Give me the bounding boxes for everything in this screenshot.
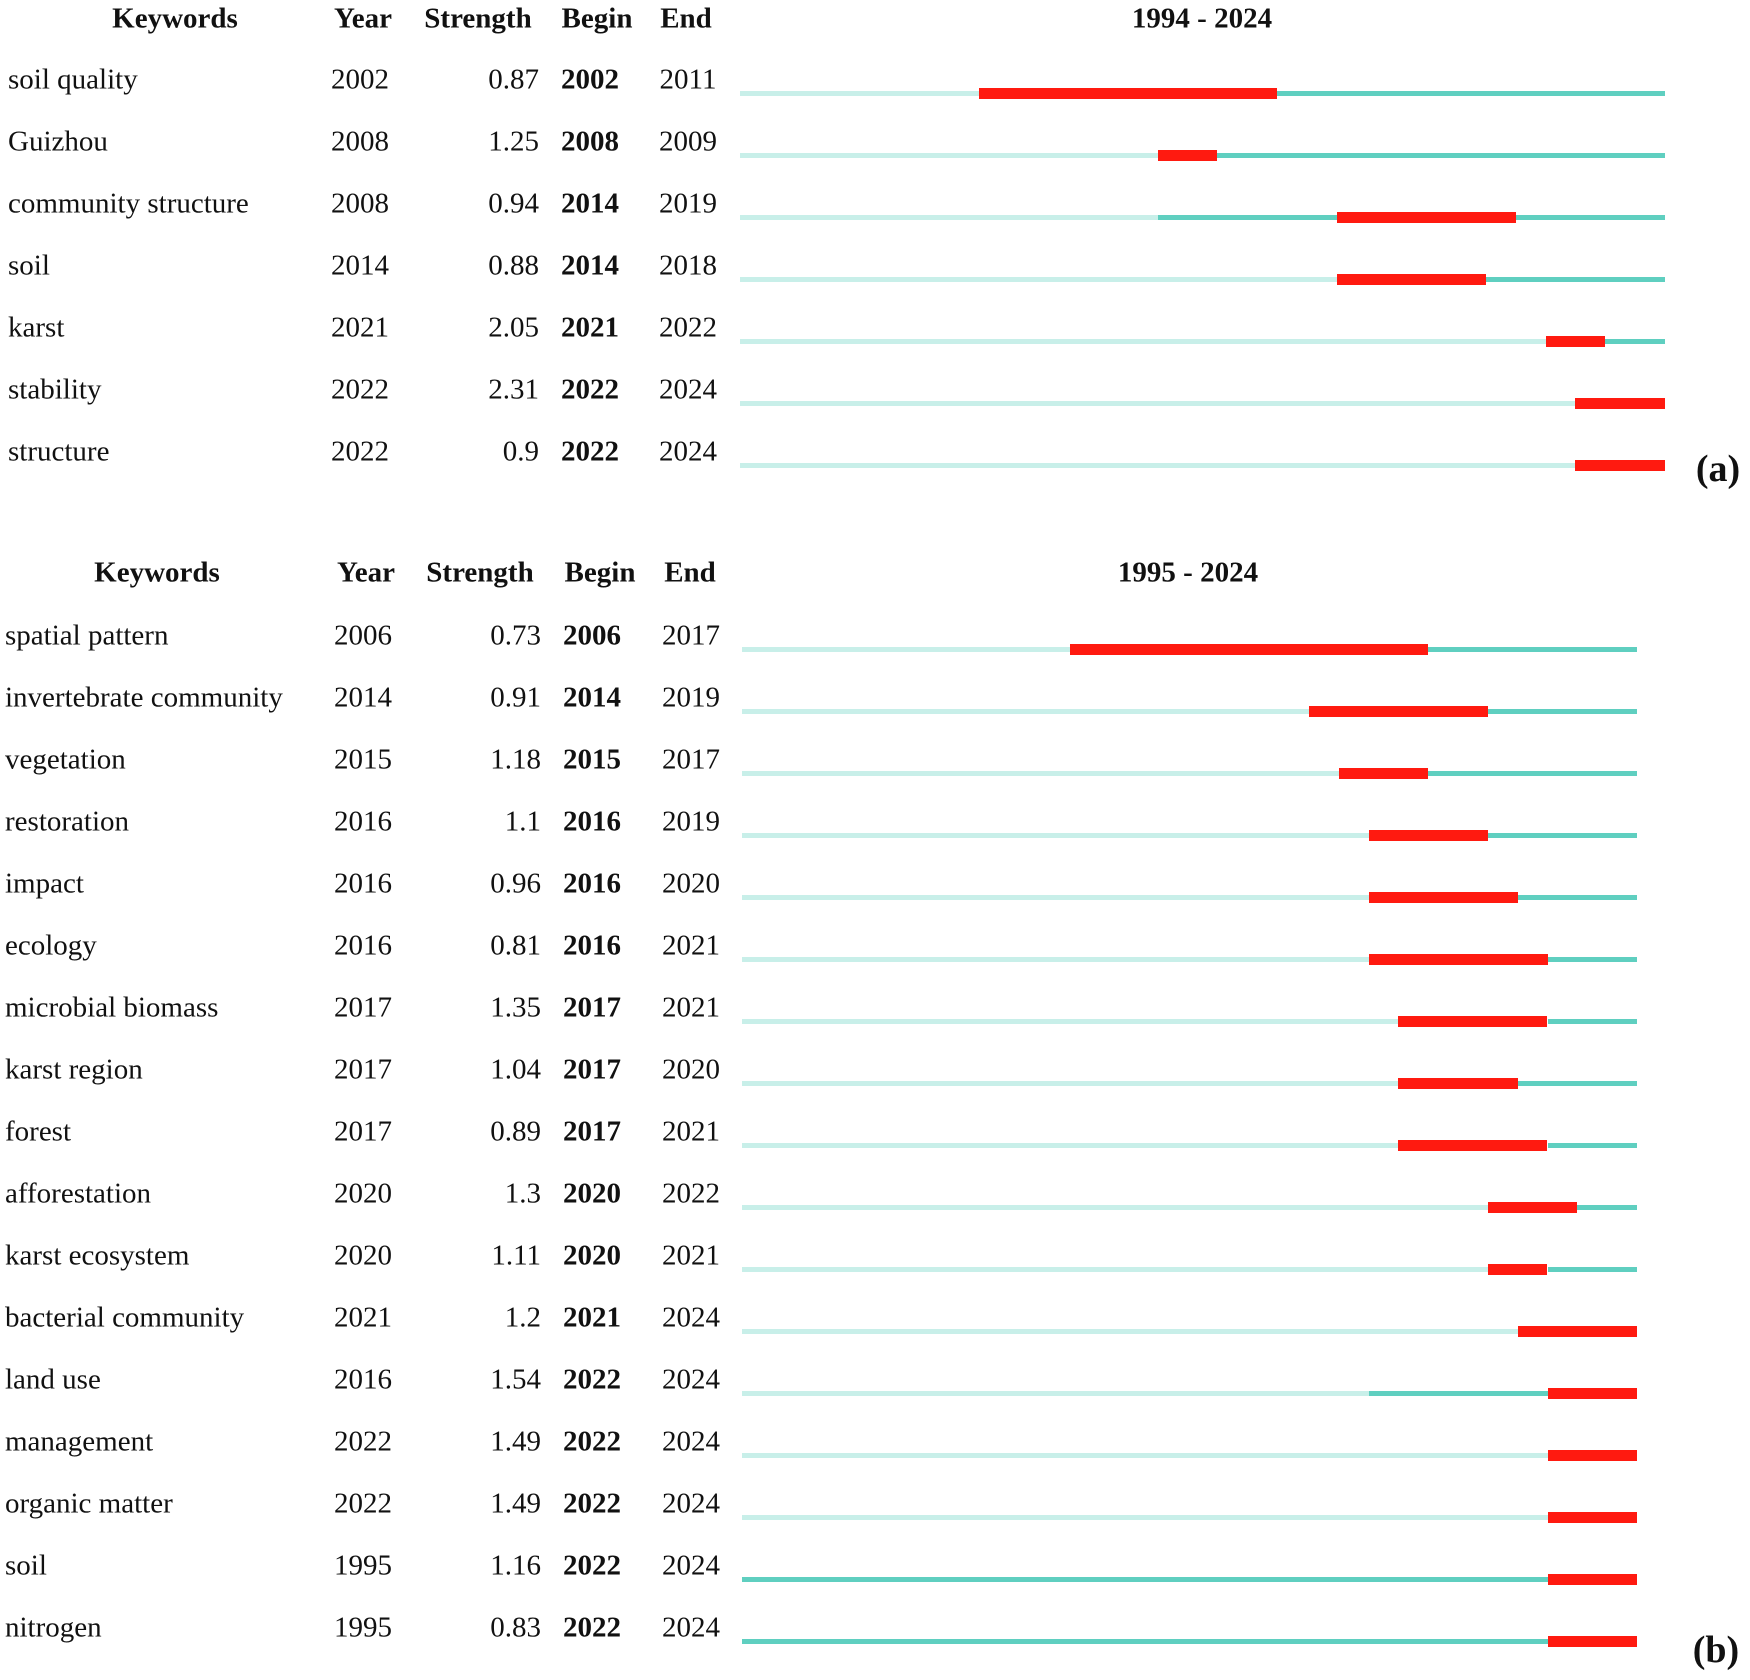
- year-value: 2022: [331, 373, 389, 406]
- begin-value: 2017: [563, 991, 621, 1024]
- end-value: 2024: [659, 373, 717, 406]
- begin-value: 2017: [563, 1053, 621, 1086]
- timeline-before: [740, 401, 1575, 406]
- keyword-label: nitrogen: [5, 1611, 102, 1644]
- burst-bar: [1546, 336, 1606, 347]
- timeline-before: [742, 957, 1369, 962]
- keyword-label: forest: [5, 1115, 72, 1148]
- burst-bar: [1070, 644, 1428, 655]
- timeline-active: [1428, 647, 1637, 652]
- end-value: 2024: [659, 435, 717, 468]
- keyword-label: community structure: [8, 187, 249, 220]
- keyword-label: soil quality: [8, 63, 138, 96]
- strength-value: 0.87: [488, 63, 539, 96]
- strength-value: 1.2: [504, 1301, 541, 1334]
- end-value: 2021: [662, 929, 720, 962]
- keyword-label: stability: [8, 373, 102, 406]
- begin-value: 2002: [561, 63, 619, 96]
- header-end: End: [664, 556, 716, 589]
- keyword-label: spatial pattern: [5, 619, 169, 652]
- keyword-label: management: [5, 1425, 154, 1458]
- begin-value: 2006: [563, 619, 621, 652]
- timeline-active: [1488, 833, 1637, 838]
- keyword-label: structure: [8, 435, 110, 468]
- begin-value: 2021: [561, 311, 619, 344]
- timeline-before: [740, 339, 1546, 344]
- strength-value: 0.94: [488, 187, 539, 220]
- timeline-before: [742, 1391, 1369, 1396]
- timeline-active: [1488, 709, 1637, 714]
- year-value: 2016: [334, 805, 392, 838]
- year-value: 2016: [334, 929, 392, 962]
- end-value: 2021: [662, 991, 720, 1024]
- burst-bar: [1575, 460, 1665, 471]
- year-value: 2016: [334, 1363, 392, 1396]
- year-value: 2015: [334, 743, 392, 776]
- begin-value: 2017: [563, 1115, 621, 1148]
- burst-bar: [1548, 1636, 1638, 1647]
- burst-bar: [1548, 1574, 1638, 1585]
- strength-value: 1.04: [490, 1053, 541, 1086]
- end-value: 2022: [662, 1177, 720, 1210]
- header-strength: Strength: [426, 556, 534, 589]
- strength-value: 1.11: [491, 1239, 541, 1272]
- strength-value: 1.35: [490, 991, 541, 1024]
- begin-value: 2020: [563, 1239, 621, 1272]
- year-value: 2021: [334, 1301, 392, 1334]
- timeline-before: [740, 91, 979, 96]
- timeline-active: [1158, 215, 1337, 220]
- end-value: 2018: [659, 249, 717, 282]
- end-value: 2019: [659, 187, 717, 220]
- strength-value: 1.25: [488, 125, 539, 158]
- end-value: 2024: [662, 1549, 720, 1582]
- burst-bar: [1398, 1016, 1547, 1027]
- keyword-label: microbial biomass: [5, 991, 219, 1024]
- timeline-before: [740, 215, 1158, 220]
- begin-value: 2014: [561, 249, 619, 282]
- burst-bar: [1339, 768, 1429, 779]
- end-value: 2022: [659, 311, 717, 344]
- begin-value: 2022: [563, 1611, 621, 1644]
- burst-bar: [1398, 1078, 1517, 1089]
- end-value: 2024: [662, 1425, 720, 1458]
- timeline-active: [742, 1577, 1548, 1582]
- burst-bar: [1518, 1326, 1637, 1337]
- timeline-active: [1428, 771, 1637, 776]
- timeline-active: [1217, 153, 1665, 158]
- timeline-active: [742, 1639, 1548, 1644]
- strength-value: 0.73: [490, 619, 541, 652]
- keyword-label: ecology: [5, 929, 97, 962]
- burst-bar: [1548, 1388, 1638, 1399]
- timeline-before: [742, 1453, 1548, 1458]
- strength-value: 2.05: [488, 311, 539, 344]
- panel-label: (b): [1692, 1629, 1740, 1671]
- header-keywords: Keywords: [94, 556, 220, 589]
- timeline-before: [742, 1143, 1398, 1148]
- burst-bar: [1488, 1202, 1578, 1213]
- timeline-before: [742, 1205, 1488, 1210]
- strength-value: 0.9: [502, 435, 539, 468]
- year-value: 2017: [334, 1115, 392, 1148]
- timeline-before: [742, 1515, 1548, 1520]
- begin-value: 2022: [563, 1363, 621, 1396]
- strength-value: 0.89: [490, 1115, 541, 1148]
- header-keywords: Keywords: [112, 2, 238, 35]
- timeline-before: [740, 153, 1158, 158]
- begin-value: 2021: [563, 1301, 621, 1334]
- year-value: 2006: [334, 619, 392, 652]
- timeline-active: [1486, 277, 1665, 282]
- timeline-before: [742, 709, 1309, 714]
- burst-bar: [979, 88, 1277, 99]
- keyword-label: land use: [5, 1363, 101, 1396]
- begin-value: 2022: [563, 1549, 621, 1582]
- year-value: 2022: [331, 435, 389, 468]
- year-value: 1995: [334, 1549, 392, 1582]
- year-value: 2008: [331, 187, 389, 220]
- burst-bar: [1369, 954, 1548, 965]
- timeline-active: [1548, 957, 1638, 962]
- burst-bar: [1369, 892, 1518, 903]
- burst-bar: [1158, 150, 1218, 161]
- strength-value: 0.91: [490, 681, 541, 714]
- burst-bar: [1548, 1512, 1638, 1523]
- keyword-label: invertebrate community: [5, 681, 283, 714]
- strength-value: 0.83: [490, 1611, 541, 1644]
- year-value: 2021: [331, 311, 389, 344]
- strength-value: 1.16: [490, 1549, 541, 1582]
- header-begin: Begin: [561, 2, 633, 35]
- begin-value: 2022: [563, 1425, 621, 1458]
- timeline-active: [1518, 895, 1637, 900]
- end-value: 2017: [662, 619, 720, 652]
- strength-value: 1.18: [490, 743, 541, 776]
- timeline-active: [1277, 91, 1665, 96]
- timeline-active: [1518, 1081, 1637, 1086]
- timeline-active: [1369, 1391, 1548, 1396]
- timeline-before: [740, 277, 1337, 282]
- strength-value: 0.88: [488, 249, 539, 282]
- timeline-before: [740, 463, 1575, 468]
- timeline-active: [1516, 215, 1665, 220]
- timeline-before: [742, 647, 1070, 652]
- keyword-label: vegetation: [5, 743, 126, 776]
- begin-value: 2022: [561, 435, 619, 468]
- timeline-before: [742, 771, 1339, 776]
- end-value: 2009: [659, 125, 717, 158]
- begin-value: 2020: [563, 1177, 621, 1210]
- strength-value: 2.31: [488, 373, 539, 406]
- keyword-label: bacterial community: [5, 1301, 245, 1334]
- timeline-active: [1577, 1205, 1637, 1210]
- keyword-label: afforestation: [5, 1177, 152, 1210]
- keyword-label: impact: [5, 867, 84, 900]
- begin-value: 2008: [561, 125, 619, 158]
- burst-bar: [1337, 274, 1486, 285]
- strength-value: 1.54: [490, 1363, 541, 1396]
- year-value: 2020: [334, 1177, 392, 1210]
- year-value: 2002: [331, 63, 389, 96]
- year-value: 2017: [334, 991, 392, 1024]
- keyword-label: karst region: [5, 1053, 143, 1086]
- strength-value: 1.3: [504, 1177, 541, 1210]
- keyword-label: soil: [8, 249, 50, 282]
- burst-bar: [1575, 398, 1665, 409]
- header-begin: Begin: [564, 556, 636, 589]
- year-value: 2014: [334, 681, 392, 714]
- timeline-before: [742, 1081, 1398, 1086]
- keyword-label: restoration: [5, 805, 130, 838]
- keyword-label: soil: [5, 1549, 47, 1582]
- begin-value: 2014: [563, 681, 621, 714]
- strength-value: 0.81: [490, 929, 541, 962]
- burst-bar: [1548, 1450, 1638, 1461]
- year-value: 2020: [334, 1239, 392, 1272]
- end-value: 2024: [662, 1611, 720, 1644]
- strength-value: 1.49: [490, 1425, 541, 1458]
- header-end: End: [660, 2, 712, 35]
- begin-value: 2015: [563, 743, 621, 776]
- keyword-label: karst ecosystem: [5, 1239, 190, 1272]
- end-value: 2011: [659, 63, 717, 96]
- header-year: Year: [334, 2, 392, 35]
- strength-value: 1.49: [490, 1487, 541, 1520]
- begin-value: 2014: [561, 187, 619, 220]
- year-value: 2014: [331, 249, 389, 282]
- timeline-active: [1548, 1143, 1638, 1148]
- timeline-active: [1605, 339, 1665, 344]
- year-value: 2022: [334, 1425, 392, 1458]
- end-value: 2017: [662, 743, 720, 776]
- range-label: 1994 - 2024: [1131, 2, 1273, 35]
- year-value: 2016: [334, 867, 392, 900]
- panel-label: (a): [1695, 448, 1741, 490]
- begin-value: 2016: [563, 805, 621, 838]
- burst-bar: [1337, 212, 1516, 223]
- timeline-before: [742, 1329, 1518, 1334]
- year-value: 2022: [334, 1487, 392, 1520]
- range-label: 1995 - 2024: [1117, 556, 1259, 589]
- end-value: 2024: [662, 1487, 720, 1520]
- begin-value: 2016: [563, 929, 621, 962]
- timeline-before: [742, 833, 1369, 838]
- burst-bar: [1309, 706, 1488, 717]
- begin-value: 2022: [561, 373, 619, 406]
- timeline-before: [742, 1019, 1398, 1024]
- burst-bar: [1488, 1264, 1548, 1275]
- begin-value: 2016: [563, 867, 621, 900]
- strength-value: 1.1: [504, 805, 541, 838]
- strength-value: 0.96: [490, 867, 541, 900]
- keyword-label: karst: [8, 311, 65, 344]
- burst-bar: [1369, 830, 1488, 841]
- year-value: 1995: [334, 1611, 392, 1644]
- timeline-active: [1548, 1019, 1638, 1024]
- end-value: 2021: [662, 1115, 720, 1148]
- end-value: 2024: [662, 1301, 720, 1334]
- keyword-label: Guizhou: [8, 125, 108, 158]
- header-strength: Strength: [424, 2, 532, 35]
- keyword-label: organic matter: [5, 1487, 173, 1520]
- end-value: 2020: [662, 867, 720, 900]
- year-value: 2008: [331, 125, 389, 158]
- end-value: 2019: [662, 681, 720, 714]
- end-value: 2020: [662, 1053, 720, 1086]
- timeline-before: [742, 895, 1369, 900]
- burst-bar: [1398, 1140, 1547, 1151]
- timeline-before: [742, 1267, 1488, 1272]
- begin-value: 2022: [563, 1487, 621, 1520]
- header-year: Year: [337, 556, 395, 589]
- end-value: 2019: [662, 805, 720, 838]
- end-value: 2021: [662, 1239, 720, 1272]
- end-value: 2024: [662, 1363, 720, 1396]
- year-value: 2017: [334, 1053, 392, 1086]
- timeline-active: [1548, 1267, 1638, 1272]
